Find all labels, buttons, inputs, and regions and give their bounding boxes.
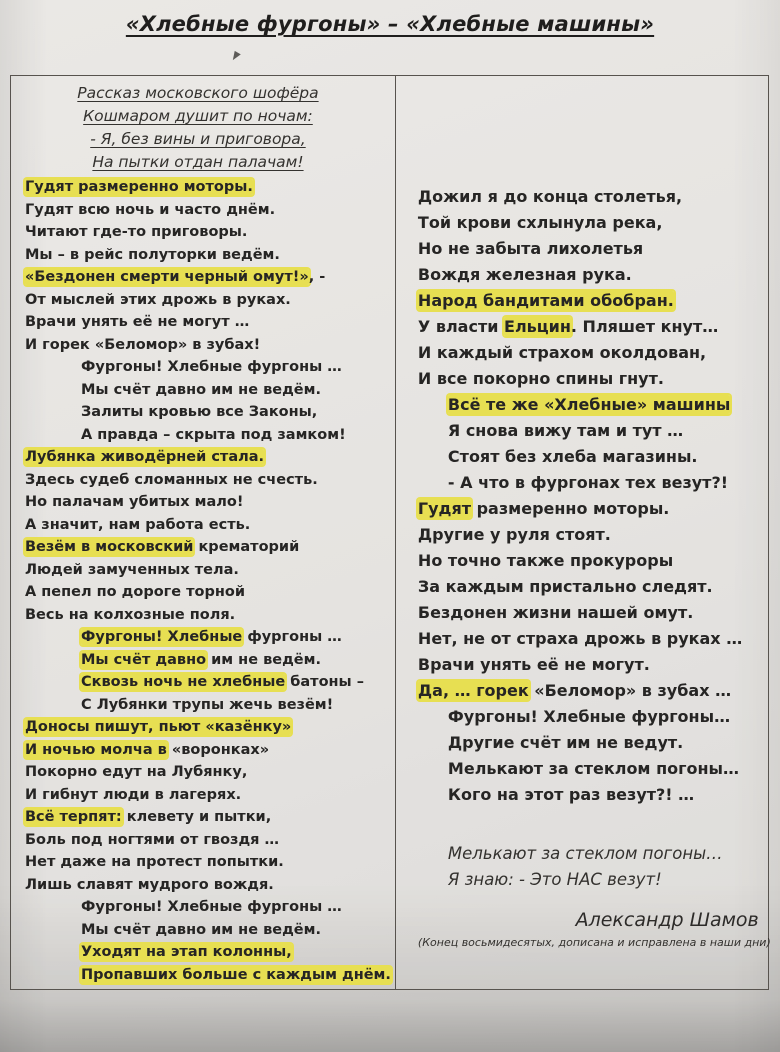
poem-text: Покорно едут на Лубянку, <box>25 764 248 780</box>
poem-text: Но не забыта лихолетья <box>417 239 644 258</box>
poem-text: Вождя железная рука. <box>417 265 632 284</box>
poem-text: «воронках» <box>166 741 270 758</box>
poem-text: Мелькают за стеклом погоны… <box>447 759 739 778</box>
poem-line <box>418 366 773 392</box>
epigraph-line: Рассказ московского шофёра <box>77 84 319 102</box>
right-column <box>396 76 780 989</box>
poem-text: Но точно также прокуроры <box>417 551 674 570</box>
poem-line <box>25 311 391 334</box>
poem-text: Здесь судеб сломанных не счесть. <box>25 471 318 488</box>
poem-line <box>25 626 391 649</box>
poem-line <box>418 236 773 262</box>
coda-lines <box>448 841 773 893</box>
poem-text: Мы – в рейс полуторки ведём. <box>25 246 280 263</box>
right-poem-lines <box>418 184 773 808</box>
poem-text: Залиты кровью все Законы, <box>81 404 318 420</box>
poem-text: Бездонен жизни нашей омут. <box>417 603 694 622</box>
poem-text: Дожил я до конца столетья, <box>417 187 683 206</box>
poem-line <box>25 761 391 784</box>
poem-line <box>25 896 391 919</box>
poem-line <box>25 649 391 672</box>
poem-line <box>418 574 773 600</box>
highlighted-text: Всё терпят: <box>25 809 122 825</box>
highlighted-text: И ночью молча в <box>25 741 167 758</box>
poem-line <box>418 262 773 288</box>
poem-text: крематорий <box>193 539 300 555</box>
poem-text: Фургоны! Хлебные фургоны … <box>81 359 342 375</box>
poem-line <box>25 356 391 379</box>
poem-line <box>418 652 773 678</box>
poem-line <box>418 288 773 314</box>
poem-line <box>25 424 391 447</box>
poem-line <box>418 704 773 730</box>
poem-text: А значит, нам работа есть. <box>25 516 251 533</box>
poem-line <box>418 392 773 418</box>
poem-text: Лишь славят мудрого вождя. <box>25 876 274 893</box>
poem-line <box>25 919 391 942</box>
poem-line <box>25 199 391 222</box>
poem-line <box>418 418 773 444</box>
highlighted-text: Ельцин <box>504 317 571 336</box>
poem-text: Той крови схлынула река, <box>417 213 663 232</box>
poem-line <box>25 716 391 739</box>
poem-line <box>25 221 391 244</box>
poem-text: Весь на колхозные поля. <box>25 606 236 623</box>
poem-text: Боль под ногтями от гвоздя … <box>25 831 280 848</box>
poem-line <box>25 739 391 762</box>
poem-text: С Лубянки трупы жечь везём! <box>81 696 334 713</box>
coda-line: Мелькают за стеклом погоны… <box>447 844 723 863</box>
poem-text: «Беломор» в зубах … <box>528 681 732 700</box>
poem-text: размеренно моторы. <box>471 499 670 518</box>
poem-text: клевету и пытки, <box>121 809 272 825</box>
poem-line <box>418 522 773 548</box>
highlighted-text: Пропавших больше с каждым днём. <box>81 966 391 983</box>
poem-line <box>418 340 773 366</box>
poem-text: им не ведём. <box>206 651 322 668</box>
poem-text: Гудят всю ночь и часто днём. <box>25 201 276 218</box>
poem-line <box>25 401 391 424</box>
poem-table <box>10 75 769 990</box>
poem-line <box>25 379 391 402</box>
poem-line <box>418 470 773 496</box>
poem-line <box>418 496 773 522</box>
highlighted-text: Уходят на этап колонны, <box>81 944 292 960</box>
poem-text: Мы счёт давно им не ведём. <box>81 381 322 398</box>
page-title: «Хлебные фургоны» – «Хлебные машины» <box>125 12 655 36</box>
poem-line <box>418 184 773 210</box>
poem-text: Но палачам убитых мало! <box>25 494 244 510</box>
highlighted-text: Лубянка живодёрней стала. <box>25 449 265 465</box>
highlighted-text: Да, … горек <box>417 681 529 700</box>
date-note: (Конец восьмидесятых, дописана и исправлена в наши дни) <box>417 936 771 949</box>
poem-line <box>25 266 391 289</box>
poem-text: батоны – <box>285 674 364 690</box>
poem-text: Людей замученных тела. <box>25 561 239 578</box>
epigraph-line: На пытки отдан палачам! <box>92 153 304 171</box>
poem-line <box>25 514 391 537</box>
left-poem-lines <box>25 176 391 986</box>
highlighted-text: Всё те же «Хлебные» машины <box>447 395 731 414</box>
poem-line <box>25 176 391 199</box>
poem-line <box>25 536 391 559</box>
highlighted-text: Везём в московский <box>25 539 194 555</box>
poem-text: От мыслей этих дрожь в руках. <box>25 291 291 308</box>
poem-text: А правда – скрыта под замком! <box>81 426 346 443</box>
epigraph <box>33 82 363 174</box>
poem-line <box>418 210 773 236</box>
stray-pen-mark <box>230 51 241 62</box>
poem-text: Мы счёт давно им не ведём. <box>81 921 322 938</box>
poem-line <box>418 678 773 704</box>
epigraph-line: Кошмаром душит по ночам: <box>83 107 313 125</box>
highlighted-text: «Бездонен смерти черный омут!» <box>25 269 309 285</box>
poem-line <box>25 469 391 492</box>
poem-line <box>25 446 391 469</box>
poem-line <box>25 941 391 964</box>
poem-text: Читают где-то приговоры. <box>25 224 248 240</box>
poem-text: И все покорно спины гнут. <box>417 369 664 388</box>
highlighted-text: Фургоны! Хлебные <box>81 629 243 645</box>
coda-line: Я знаю: - Это НАС везут! <box>447 870 662 889</box>
author-signature: Александр Шамов <box>575 909 759 931</box>
poem-text: Нет, не от страха дрожь в руках … <box>417 629 743 648</box>
poem-text: И горек «Беломор» в зубах! <box>25 336 261 353</box>
poem-line <box>25 244 391 267</box>
poem-line <box>418 314 773 340</box>
poem-text: фургоны … <box>242 629 342 645</box>
poem-line <box>418 782 773 808</box>
poem-text: . Пляшет кнут… <box>570 317 719 336</box>
poem-line <box>25 694 391 717</box>
poem-text: Другие у руля стоят. <box>417 525 611 544</box>
highlighted-text: Народ бандитами обобран. <box>417 291 674 310</box>
poem-line <box>25 289 391 312</box>
poem-line <box>418 600 773 626</box>
poem-text: Врачи унять её не могут … <box>25 314 250 330</box>
poem-line <box>418 548 773 574</box>
epigraph-line: - Я, без вины и приговора, <box>90 130 306 148</box>
poem-text: А пепел по дороге торной <box>25 584 246 600</box>
poem-text: Нет даже на протест попытки. <box>25 854 284 870</box>
poem-line <box>418 626 773 652</box>
highlighted-text: Гудят размеренно моторы. <box>25 179 253 195</box>
poem-text: Фургоны! Хлебные фургоны … <box>81 899 342 915</box>
highlighted-text: Сквозь ночь не хлебные <box>81 674 286 690</box>
poem-text: , - <box>308 269 326 285</box>
poem-text: Другие счёт им не ведут. <box>447 733 684 752</box>
poem-line <box>25 784 391 807</box>
left-column <box>11 76 396 989</box>
poem-line <box>25 581 391 604</box>
highlighted-text: Гудят <box>417 499 472 518</box>
poem-text: Кого на этот раз везут?! … <box>447 785 695 804</box>
poem-line <box>25 806 391 829</box>
poem-line <box>25 559 391 582</box>
poem-text: И каждый страхом околдован, <box>417 343 707 362</box>
poem-text: Фургоны! Хлебные фургоны… <box>447 707 731 726</box>
poem-line <box>25 874 391 897</box>
highlighted-text: Мы счёт давно <box>81 651 207 668</box>
poem-text: Я снова вижу там и тут … <box>447 421 684 440</box>
poem-line <box>418 730 773 756</box>
poem-line <box>25 829 391 852</box>
poem-line <box>418 444 773 470</box>
poem-text: У власти <box>417 317 505 336</box>
poem-line <box>25 604 391 627</box>
poem-text: За каждым пристально следят. <box>417 577 713 596</box>
poem-line <box>25 671 391 694</box>
poem-text: Врачи унять её не могут. <box>417 655 650 674</box>
poem-line <box>25 334 391 357</box>
poem-line <box>25 851 391 874</box>
highlighted-text: Доносы пишут, пьют «казёнку» <box>25 719 292 735</box>
poem-text: - А что в фургонах тех везут?! <box>447 473 729 492</box>
poem-text: И гибнут люди в лагерях. <box>25 786 242 803</box>
poem-text: Стоят без хлеба магазины. <box>447 447 698 466</box>
poem-line <box>25 964 391 987</box>
poem-line <box>418 756 773 782</box>
poem-line <box>25 491 391 514</box>
